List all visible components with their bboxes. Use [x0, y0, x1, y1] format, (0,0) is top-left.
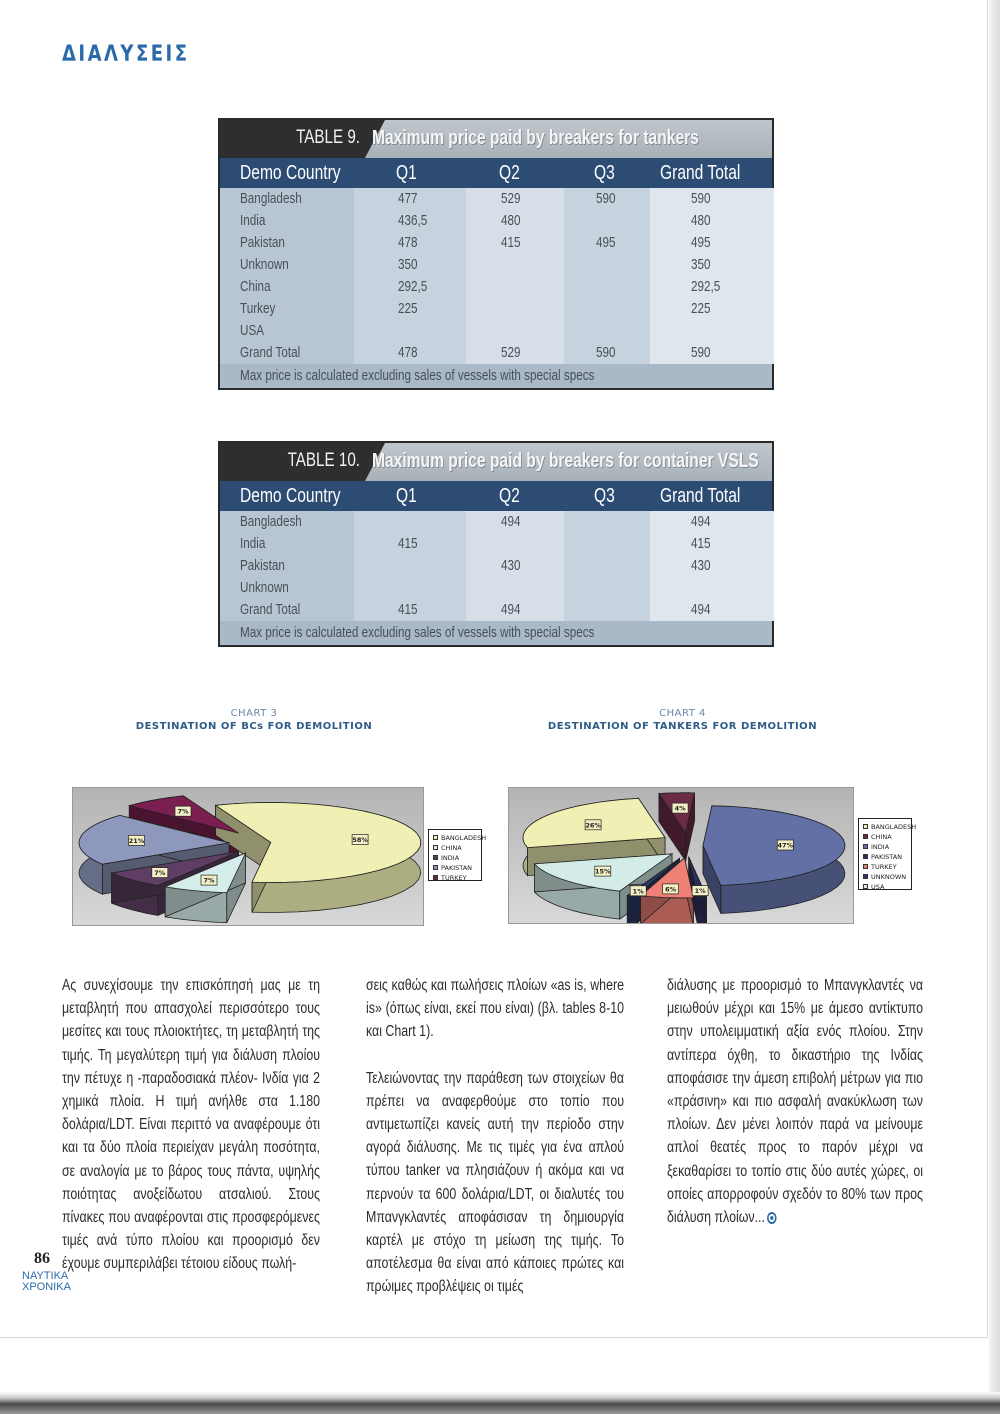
table-cell: 415 [691, 535, 711, 552]
row-label: India [240, 535, 266, 552]
svg-text:58%: 58% [352, 836, 368, 844]
column-header: Q3 [594, 485, 615, 507]
page-number: 86 [34, 1250, 50, 1267]
table-row [220, 599, 772, 621]
legend-item: TURKEY [433, 873, 477, 883]
paragraph: διάλυσης με προορισμό το Μπανγκλαντές να μειωθούν μέχρι και 15% με άμεσο αντίκτυπο στην υπολειμματική αξία ενός πλοίου. Στην αντίπερα όχθη, το δικαστήριο της Ινδίας αποφάσισε την άμεση επιβολή μέτρων για πιο «πράσινη» και πιο ασφαλή ανακύκλωση των πλοίων. Δεν μένει λοιπόν παρά να μείνουμε απλοί θεατές προς το παρόν μέχρι να ξεκαθαρίσει το τοπίο στις δύο αυτές χώρες, οι οποίες απορροφούν σχεδόν το 80% των προς διάλυση πλοίων... [667, 977, 923, 1227]
column-header: Q2 [499, 162, 520, 184]
table-row [220, 577, 772, 599]
legend-swatch [863, 874, 868, 879]
legend-item: INDIA [863, 842, 907, 852]
table-row [220, 511, 772, 533]
table-cell: 590 [691, 190, 711, 207]
slice-percent-label [663, 884, 679, 894]
end-of-article-icon [767, 1212, 777, 1224]
row-label: USA [240, 322, 265, 339]
legend-swatch [433, 865, 438, 870]
table-cell: 590 [596, 190, 616, 207]
table-cell: 415 [398, 535, 418, 552]
row-label: Pakistan [240, 557, 285, 574]
chart3-legend [428, 829, 487, 882]
legend-swatch [433, 875, 438, 880]
table-cell: 436,5 [398, 212, 428, 229]
svg-text:7%: 7% [203, 876, 215, 885]
table-title-bar [220, 120, 772, 158]
svg-text:15%: 15% [595, 867, 611, 876]
table-cell: 478 [398, 344, 418, 361]
table-cell: 590 [596, 344, 616, 361]
table-cell: 477 [398, 190, 418, 207]
slice-percent-label [129, 835, 145, 845]
chart3-caption [120, 708, 388, 732]
svg-text:21%: 21% [128, 836, 145, 845]
page-shadow [989, 0, 1000, 1392]
table-header [220, 158, 772, 188]
table-cell: 480 [691, 212, 711, 229]
table-cell: 494 [501, 513, 521, 530]
chart4-label: CHART 4 [659, 708, 706, 719]
chart3-plot-area [72, 787, 424, 926]
chart4-caption [545, 708, 820, 732]
table-row [220, 254, 772, 276]
svg-text:7%: 7% [154, 869, 166, 878]
table-row [220, 232, 772, 254]
slice-percent-label [692, 886, 708, 896]
legend-swatch [863, 864, 868, 869]
table-number: TABLE 9. [296, 127, 360, 148]
slice-percent-label [352, 835, 368, 845]
chart4-legend [858, 818, 917, 891]
table-row [220, 320, 772, 342]
paragraph: Τελειώνοντας την παράθεση των στοιχείων θα πρέπει να αναφερθούμε στο τοπίο που αντιμετωπίζει κανείς αυτή την περίοδο στην αγορά διάλυσης. Με τις τιμές για ένα απλού τύπου tanker να πλησιάζουν ή ακόμα και να περνούν τα 600 δολάρια/LDT, οι διαλυτές του Μπανγκλαντές αποφάσισαν τη δημιουργία καρτέλ με στόχο τη μείωση της τιμής. Το αποτέλεσμα θα είναι από κάποιες πρώτες και πρώιμες προβλέψεις οι τιμές [366, 1069, 624, 1296]
table-number: TABLE 10. [287, 450, 360, 471]
row-label: Unknown [240, 579, 289, 596]
table-row [220, 342, 772, 364]
table-cell: 494 [691, 601, 711, 618]
legend-swatch [863, 854, 868, 859]
paragraph: Ας συνεχίσουμε την επισκόπησή μας με τη μεταβλητή που απασχολεί περισσότερο τους μεσίτες και τους πλοιοκτήτες, τη μεταβλητή της τιμής. Τη μεγαλύτερη τιμή για διάλυση πλοίου την πέτυχε η -παραδοσιακά πλέον- Ινδία για 2 χημικά πλοία. Η τιμή ανήλθε στα 1.180 δολάρια/LDT. Είναι περιττό να αναφέρουμε ότι και τα δύο πλοία περιείχαν μεγάλη ποσότητα, σε αναλογία με το βάρος τους πάντα, υψηλής ποιότητας ανοξείδωτου ατσαλιού. Στους πίνακες που αναφέρονται στις προσφερόμενες τιμές ανά τύπο πλοίου και προορισμό δεν έχουμε συμπεριλάβει τέτοιου είδους πωλή- [62, 977, 320, 1273]
legend-item: BANGLADESH [433, 833, 477, 843]
slice-percent-label [672, 803, 688, 813]
table-cell: 350 [691, 256, 711, 273]
table-cell: 225 [691, 300, 711, 317]
row-label: China [240, 278, 271, 295]
column-header: Q3 [594, 162, 615, 184]
table-container-prices [218, 441, 774, 647]
text-column-1 [62, 974, 320, 1299]
slice-percent-label [201, 875, 217, 885]
paragraph: σεις καθώς και πωλήσεις πλοίων «as is, where is» (όπως είναι, εκεί που είναι) (βλ. tables 8-10 και Chart 1). [366, 977, 624, 1041]
table-cell: 495 [691, 234, 711, 251]
table-cell: 292,5 [398, 278, 428, 295]
legend-item: CHINA [433, 843, 477, 853]
chart4-plot-area [508, 787, 854, 924]
table-row [220, 188, 772, 210]
row-label: Pakistan [240, 234, 285, 251]
row-label: Grand Total [240, 601, 301, 618]
legend-item: BANGLADESH [863, 822, 907, 832]
table-cell: 494 [691, 513, 711, 530]
table-cell: 480 [501, 212, 521, 229]
table-cell: 415 [398, 601, 418, 618]
table-row [220, 533, 772, 555]
legend-item: USA [863, 882, 907, 892]
legend-swatch [863, 884, 868, 889]
table-caption: Maximum price paid by breakers for container VSLS [372, 450, 759, 472]
row-label: Unknown [240, 256, 289, 273]
table-cell: 430 [501, 557, 521, 574]
table-row [220, 298, 772, 320]
column-header: Demo Country [240, 162, 341, 184]
table-header [220, 481, 772, 511]
legend-item: PAKISTAN [863, 852, 907, 862]
legend-swatch [433, 855, 438, 860]
column-header: Q1 [396, 485, 417, 507]
table-tankers-prices [218, 118, 774, 390]
row-label: Grand Total [240, 344, 301, 361]
text-column-2 [366, 974, 624, 1322]
table-title-bar [220, 443, 772, 481]
table-cell: 590 [691, 344, 711, 361]
column-header: Grand Total [660, 485, 741, 507]
slice-percent-label [585, 820, 601, 830]
legend-item: TURKEY [863, 862, 907, 872]
legend-swatch [433, 845, 438, 850]
svg-text:4%: 4% [674, 804, 686, 813]
table-cell: 529 [501, 190, 521, 207]
table-row [220, 276, 772, 298]
slice-percent-label [152, 868, 168, 878]
text-column-3 [667, 974, 923, 1252]
chart3-title: DESTINATION OF BCs FOR DEMOLITION [135, 721, 373, 732]
column-header: Q2 [499, 485, 520, 507]
legend-swatch [863, 824, 868, 829]
chart4-title: DESTINATION OF TANKERS FOR DEMOLITION [547, 721, 818, 732]
table-caption: Maximum price paid by breakers for tankers [372, 127, 699, 149]
row-label: Bangladesh [240, 513, 302, 530]
legend-item: CHINA [863, 832, 907, 842]
legend-item: INDIA [433, 853, 477, 863]
chart3-label: CHART 3 [230, 708, 278, 719]
slice-percent-label [777, 840, 793, 850]
table-note: Max price is calculated excluding sales of vessels with special specs [220, 364, 772, 388]
svg-text:1%: 1% [694, 887, 706, 896]
table-cell: 495 [596, 234, 616, 251]
table-row [220, 210, 772, 232]
chart3-pie [73, 788, 423, 925]
table-row [220, 555, 772, 577]
table-cell: 529 [501, 344, 521, 361]
svg-text:47%: 47% [777, 841, 794, 850]
row-label: Turkey [240, 300, 276, 317]
table-cell: 415 [501, 234, 521, 251]
svg-text:26%: 26% [585, 821, 601, 830]
legend-swatch [863, 844, 868, 849]
legend-item: UNKNOWN [863, 872, 907, 882]
column-header: Q1 [396, 162, 417, 184]
column-header: Grand Total [660, 162, 741, 184]
row-label: India [240, 212, 266, 229]
row-label: Bangladesh [240, 190, 302, 207]
table-cell: 478 [398, 234, 418, 251]
svg-text:6%: 6% [665, 885, 677, 894]
legend-swatch [863, 834, 868, 839]
table-cell: 225 [398, 300, 418, 317]
bottom-border [0, 1392, 1000, 1414]
table-cell: 292,5 [691, 278, 721, 295]
magazine-name: ΝΑΥΤΙΚΑ ΧΡΟΝΙΚΑ [22, 1270, 71, 1293]
table-body [220, 188, 772, 364]
column-header: Demo Country [240, 485, 341, 507]
svg-text:1%: 1% [632, 887, 644, 896]
table-cell: 494 [501, 601, 521, 618]
chart4-pie [509, 788, 853, 923]
table-cell: 430 [691, 557, 711, 574]
table-cell: 350 [398, 256, 418, 273]
section-title: ΔΙΑΛΥΣΕΙΣ [62, 42, 190, 67]
legend-item: PAKISTAN [433, 863, 477, 873]
svg-text:7%: 7% [177, 807, 189, 816]
table-note: Max price is calculated excluding sales of vessels with special specs [220, 621, 772, 645]
legend-swatch [433, 835, 438, 840]
slice-percent-label [175, 806, 191, 816]
slice-percent-label [595, 866, 611, 876]
table-body [220, 511, 772, 621]
slice-percent-label [630, 886, 646, 896]
